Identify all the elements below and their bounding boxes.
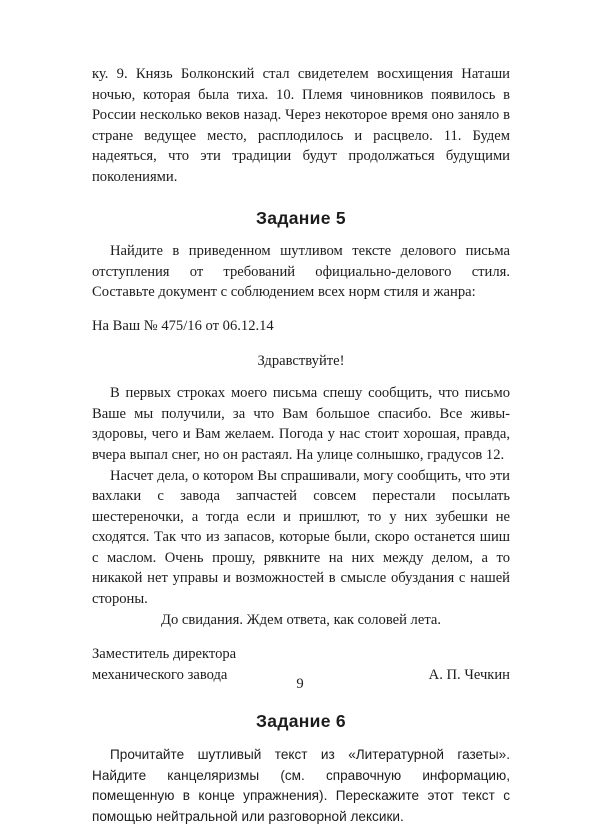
letter-closing: До свидания. Ждем ответа, как соловей лета.: [161, 611, 441, 628]
page-content: [92, 64, 510, 827]
task6-instruction: Прочитайте шутливый текст из «Литературной газеты». Найдите канцеляризмы (см. справочную информацию, помещенную в конце упражнения). Перескажите этот текст с помощью нейтральной или разговорной лексики.: [92, 747, 510, 824]
letter-paragraph-1: В первых строках моего письма спешу сообщить, что письмо Ваше мы получили, за что Вам большое спасибо. Все живы-здоровы, чего и Вам желаем. Погода у нас стоит хорошая, правда, вчера выпал снег, но он растаял. На улице солнышко, градусов 12.: [92, 385, 510, 463]
letter-greeting: Здравствуйте!: [257, 352, 345, 369]
task5-heading: Задание 5: [256, 207, 346, 228]
task5-instruction: Найдите в приведенном шутливом тексте делового письма отступления от требований официально-делового стиля. Составьте документ с соблюдением всех норм стиля и жанра:: [92, 243, 510, 301]
signature-position-line1: Заместитель директора: [92, 646, 237, 663]
task6-heading: Задание 6: [256, 711, 346, 732]
letter-reference: На Ваш № 475/16 от 06.12.14: [92, 317, 274, 334]
letter-paragraph-2: Насчет дела, о котором Вы спрашивали, могу сообщить, что эти вахлаки с завода запчастей совсем перестали посылать шестереночки, а тогда если и пришлют, то у них зубешки не сходятся. Так что из запасов, которые были, скоро останется шиш с маслом. Очень прошу, рявкните на них между делом, а то никакой нет управы и возможностей в смысле обуздания с нашей стороны.: [92, 467, 510, 608]
signature-name: А. П. Чечкин: [428, 666, 510, 683]
signature-position-line2: механического завода: [92, 666, 228, 683]
intro-paragraph: ку. 9. Князь Болконский стал свидетелем восхищения Наташи ночью, которая была тиха. 10. Племя чиновников появилось в России несколько веков назад. Через некоторое время оно заняло в стране ведущее место, расплодилось и расцвело. 11. Будем надеяться, что эти традиции будут продолжаться будущими поколениями.: [92, 66, 510, 185]
page-number: 9: [296, 676, 304, 692]
